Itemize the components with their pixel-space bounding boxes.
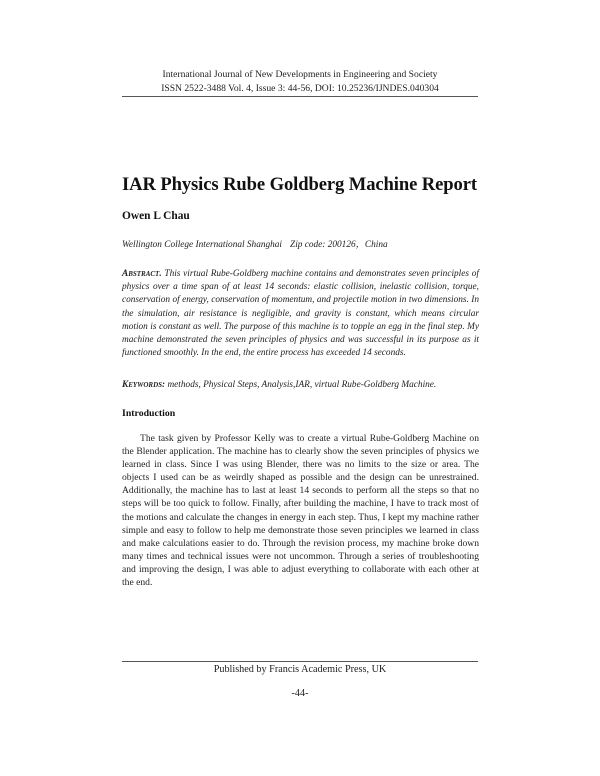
section-heading-introduction: Introduction: [122, 408, 176, 419]
paper-title: IAR Physics Rube Goldberg Machine Report: [122, 174, 477, 195]
abstract-text: This virtual Rube-Goldberg machine contains and demonstrates seven principles of physics over a time span of at least 14 seconds: elastic collision, inelastic collision, torque, conservation of energy, conservation of momentum, and projectile motion in two dimensions. In the simulation, air resistance is negligible, and gravity is constant, which means circular motion is constant as well. The purpose of this machine is to topple an egg in the final step. My machine demonstrated the seven principles of physics and was successful in its purpose as it functioned smoothly. In the end, the entire process has exceeded 14 seconds.: [122, 269, 479, 359]
keywords-text: methods, Physical Steps, Analysis,IAR, virtual Rube-Goldberg Machine.: [167, 380, 437, 390]
affiliation-separator: ，: [355, 240, 365, 250]
author-name: Owen L Chau: [122, 210, 190, 222]
publisher-line: Published by Francis Academic Press, UK: [213, 664, 387, 675]
abstract: [122, 268, 479, 360]
affiliation-zip: Zip code: 200126: [290, 240, 356, 250]
keywords-label: Keywords:: [122, 380, 166, 390]
affiliation-country: China: [364, 240, 388, 250]
page-number: -44-: [291, 688, 309, 699]
issue-line: ISSN 2522-3488 Vol. 4, Issue 3: 44-56, DOI: 10.25236/IJNDES.040304: [161, 82, 439, 94]
affiliation-institution: Wellington College International Shanghai: [122, 240, 283, 250]
journal-header: [122, 68, 478, 95]
journal-name: International Journal of New Developments in Engineering and Society: [162, 69, 438, 80]
introduction-paragraph: The task given by Professor Kelly was to create a virtual Rube-Goldberg Machine on the Blender application. The machine has to clearly show the seven principles of physics we learned in class. Since I was using Blender, there was no limits to the size or area. The objects I used can be as weirdly shaped as possible and the design can be unrestrained. Additionally, the machine has to last at least 14 seconds to perform all the steps so that no steps will be too quick to follow. Finally, after building the machine, I have to track most of the motions and calculate the changes in energy in each step. Thus, I kept my machine rather simple and easy to follow to help me demonstrate those seven principles we learned in class and make calculations easier to do. Through the revision process, my machine broke down many times and technical issues were not uncommon. Through a series of troubleshooting and improving the design, I was able to adjust everything to collaborate with each other at the end.: [122, 433, 479, 589]
keywords: [122, 380, 479, 390]
abstract-label: Abstract.: [122, 269, 162, 279]
header-divider: [122, 96, 478, 97]
affiliation: [122, 236, 388, 250]
footer-divider: [122, 661, 478, 662]
